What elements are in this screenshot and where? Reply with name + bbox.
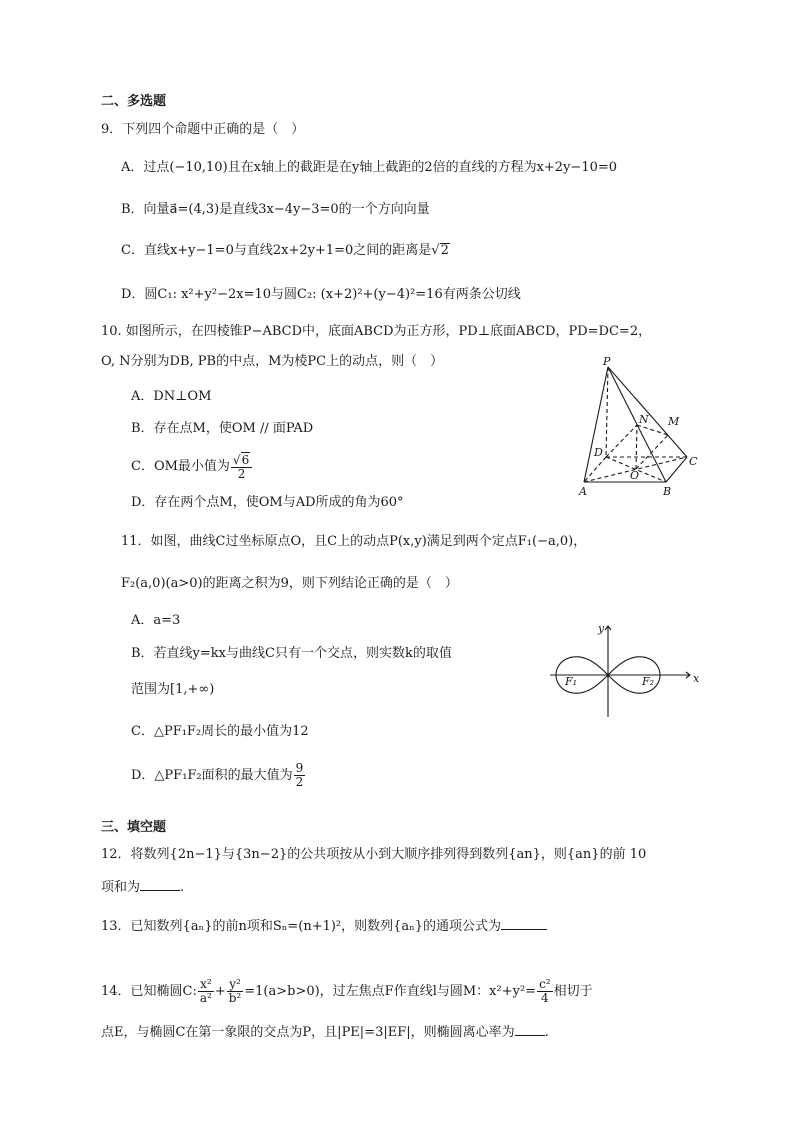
q11-stem-line2: F₂(a,0)(a>0)的距离之积为9，则下列结论正确的是（ ）	[121, 576, 458, 591]
q9-option-c-text: C．直线x+y−1=0与直线2x+2y+1=0之间的距离是	[121, 243, 432, 258]
q11-option-b-line1: B．若直线y=kx与曲线C只有一个交点，则实数k的取值	[131, 646, 452, 661]
q11-option-d-fraction	[294, 762, 306, 789]
edge-bc	[666, 457, 687, 482]
q12-line1: 12．将数列{2n−1}与{3n−2}的公共项按从小到大顺序排列得到数列{an}，则{an}的前 10	[101, 847, 647, 862]
q9-option-c	[121, 242, 450, 260]
q14-text-end: 相切于	[553, 984, 593, 999]
q11-stem-line1: 11．如图，曲线C过坐标原点O，且C上的动点P(x,y)满足到两个定点F₁(−a,0)，	[121, 534, 587, 549]
q10-option-c-fraction	[231, 452, 252, 481]
q14-line2-end: .	[544, 1025, 549, 1040]
q10-option-b: B．存在点M，使OM // 面PAD	[131, 421, 314, 436]
q10-stem-line1: 10. 如图所示，在四棱锥P−ABCD中，底面ABCD为正方形，PD⊥底面ABCD，PD=DC=2，	[101, 324, 652, 339]
section-heading-fill-in: 三、填空题	[101, 820, 167, 835]
q14-c-fraction	[537, 978, 553, 1005]
section-heading-multiple-choice: 二、多选题	[101, 94, 167, 109]
label-y: y	[598, 622, 605, 635]
q12-line2-end: .	[180, 880, 185, 895]
fraction-denominator: a²	[199, 991, 212, 1005]
fraction-numerator: y²	[227, 978, 244, 992]
label-m: M	[668, 415, 680, 428]
pyramid-figure	[572, 355, 707, 500]
lemniscate-figure	[550, 620, 700, 720]
q14-plus: +	[214, 984, 226, 999]
q13-text: 13．已知数列{aₙ}的前n项和Sₙ=(n+1)²，则数列{aₙ}的通项公式为	[101, 919, 502, 934]
edge-pb	[608, 367, 666, 482]
q14-text-start: 14．已知椭圆C:	[101, 984, 197, 999]
edge-pa	[584, 367, 608, 482]
q10-option-c-root: 6	[241, 453, 250, 467]
q9-option-b: B．向量a⃗=(4,3)是直线3x−4y−3=0的一个方向向量	[121, 202, 430, 217]
q11-option-d	[131, 762, 306, 789]
q14-line2-text: 点E，与椭圆C在第一象限的交点为P，且|PE|=3|EF|，则椭圆离心率为	[101, 1025, 515, 1040]
q13-line	[101, 917, 547, 936]
label-f2: F₂	[642, 675, 655, 688]
q14-line1	[101, 977, 593, 1007]
answer-blank	[501, 917, 547, 930]
label-d: D	[594, 446, 603, 459]
fraction-numerator: x²	[198, 978, 214, 992]
fraction-denominator: 2	[295, 775, 304, 789]
q14-text-mid: =1(a>b>0)，过左焦点F作直线l与圆M：x²+y²=	[244, 984, 537, 999]
edge-pc	[608, 367, 687, 457]
q10-option-d: D．存在两个点M，使OM与AD所成的角为60°	[131, 495, 404, 510]
fraction-numerator: 9	[295, 761, 304, 775]
label-f1: F₁	[565, 675, 578, 688]
fraction-numerator: √6	[231, 452, 252, 468]
q12-line2	[101, 878, 184, 897]
edge-pd	[606, 367, 608, 457]
q10-stem-line2: O, N分别为DB, PB的中点，M为棱PC上的动点，则（ ）	[101, 354, 444, 369]
q11-option-c: C．△PF₁F₂周长的最小值为12	[131, 724, 309, 739]
q10-option-c-text: C．OM最小值为	[131, 459, 230, 474]
q14-line2	[101, 1023, 549, 1042]
q11-option-b-line2: 范围为[1,+∞)	[131, 682, 215, 697]
answer-blank	[515, 1023, 545, 1036]
label-p: P	[603, 355, 611, 368]
q9-stem: 9．下列四个命题中正确的是（ ）	[101, 122, 305, 137]
fraction-denominator: 4	[541, 991, 549, 1005]
q11-option-a: A．a=3	[131, 613, 181, 628]
q14-y-fraction	[227, 978, 244, 1005]
label-a: A	[579, 485, 587, 498]
segment-dn	[606, 425, 637, 457]
q12-line2-text: 项和为	[101, 880, 141, 895]
q11-option-d-text: D．△PF₁F₂面积的最大值为	[131, 768, 293, 783]
edge-da	[584, 457, 606, 482]
q9-option-a: A．过点(−10,10)且在x轴上的截距是在y轴上截距的2倍的直线的方程为x+2y−10=0	[121, 160, 618, 175]
q14-x-fraction	[198, 978, 214, 1005]
q10-option-a: A．DN⊥OM	[131, 389, 212, 404]
q9-option-c-root: 2	[440, 243, 449, 258]
label-b: B	[663, 485, 672, 498]
sqrt-symbol: √	[431, 243, 440, 258]
segment-om	[636, 435, 668, 469]
segment-on	[636, 425, 637, 469]
answer-blank	[140, 878, 180, 891]
q10-option-c	[131, 452, 253, 481]
fraction-numerator: c²	[539, 977, 551, 991]
fraction-denominator: b²	[228, 991, 242, 1005]
fraction-denominator: 2	[237, 467, 246, 481]
label-o: O	[630, 469, 640, 482]
label-c: C	[689, 455, 698, 468]
label-n: N	[639, 413, 649, 426]
q9-option-d: D．圆C₁: x²+y²−2x=10与圆C₂: (x+2)²+(y−4)²=16有两条公切线	[121, 287, 521, 302]
label-x: x	[693, 672, 700, 685]
